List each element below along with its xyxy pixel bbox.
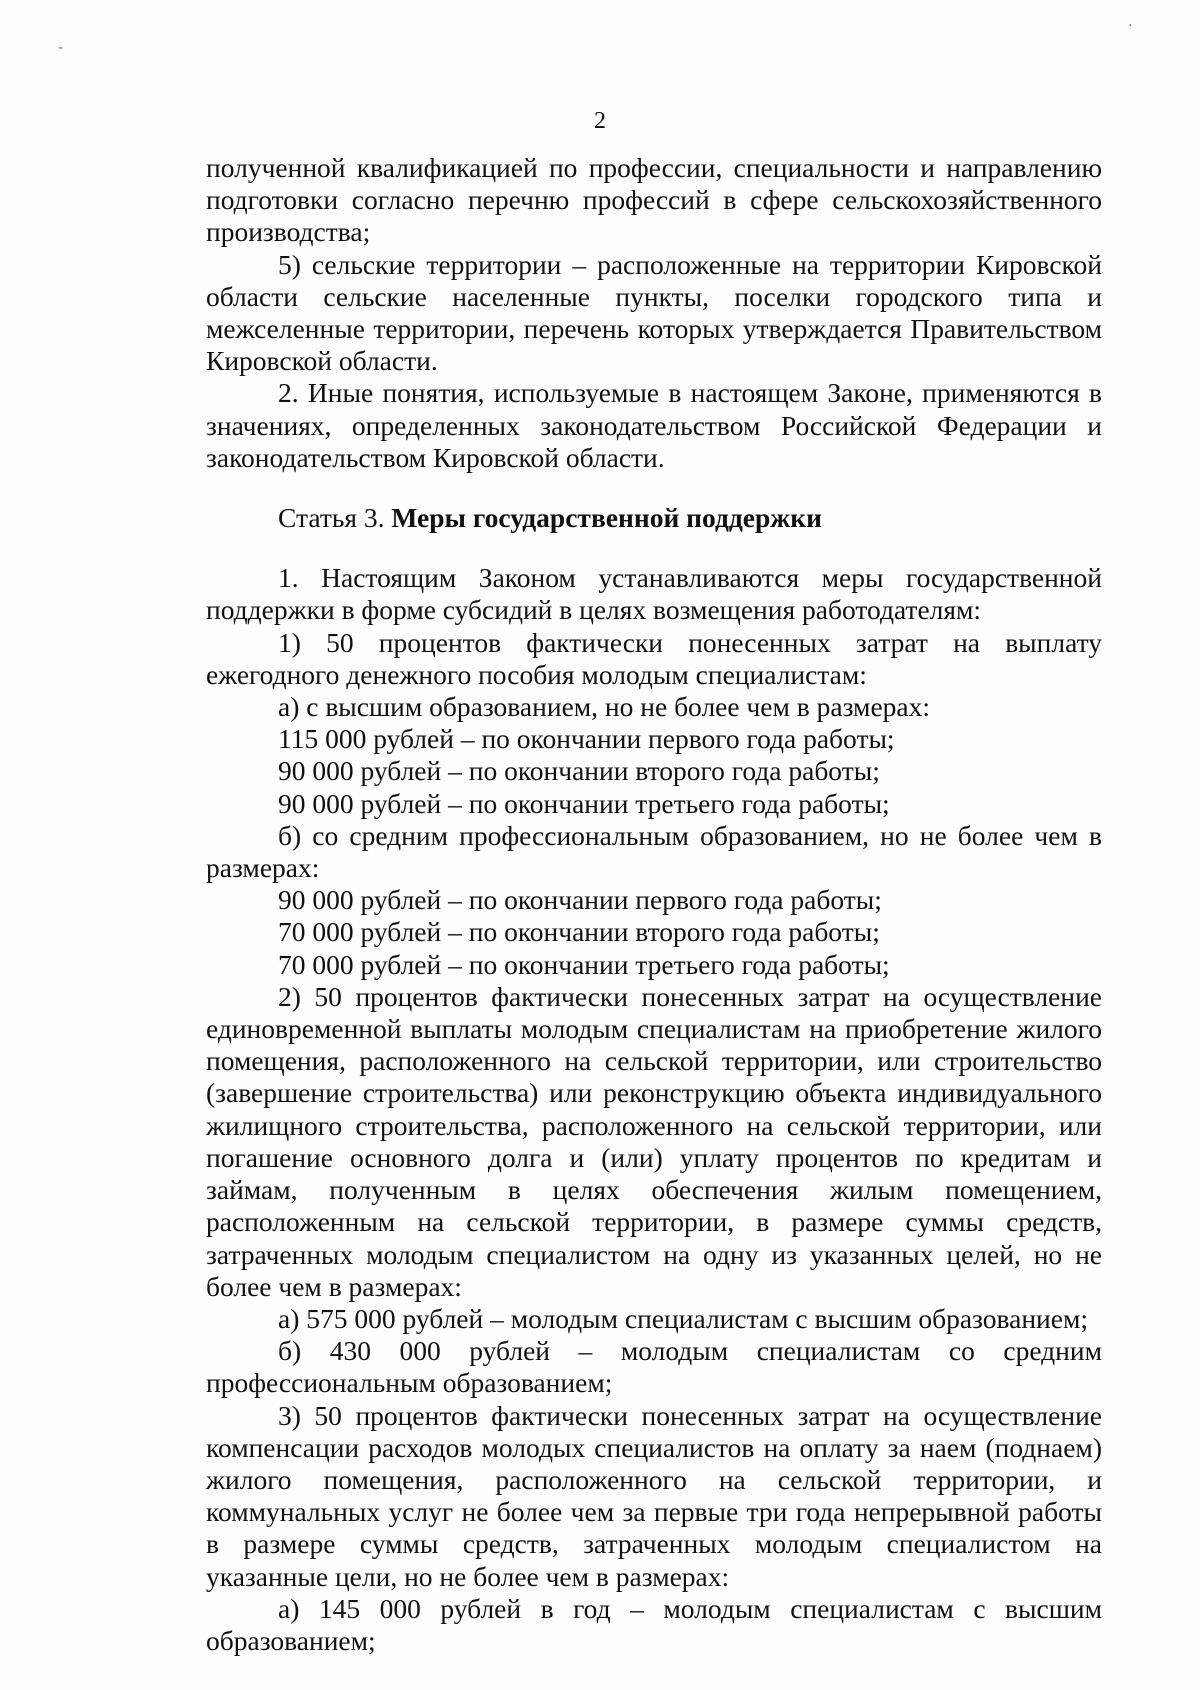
paragraph: а) 575 000 рублей – молодым специалистам с высшим образованием; bbox=[278, 1302, 1089, 1334]
paragraph: 2. Иные понятия, используемые в настоящем Законе, применяются в значениях, определенных законодательством Российской Федерации и законодательством Кировской области. bbox=[206, 377, 1102, 473]
document-body bbox=[206, 152, 1102, 1657]
paragraph: 90 000 рублей – по окончании третьего года работы; bbox=[278, 787, 890, 819]
paragraph: 70 000 рублей – по окончании третьего года работы; bbox=[278, 948, 890, 980]
paragraph: 1) 50 процентов фактически понесенных затрат на выплату ежегодного денежного пособия молодым специалистам: bbox=[206, 626, 1102, 690]
paragraph: полученной квалификацией по профессии, специальности и направлению подготовки согласно перечню профессий в сфере сельскохозяйственного производства; bbox=[206, 152, 1102, 248]
paragraph: 115 000 рублей – по окончании первого года работы; bbox=[278, 723, 895, 755]
paragraph: 5) сельские территории – расположенные на территории Кировской области сельские населенные пункты, поселки городского типа и межселенные территории, перечень которых утверждается Правительством Кировской области. bbox=[206, 248, 1102, 377]
paragraph: 70 000 рублей – по окончании второго года работы; bbox=[278, 916, 880, 948]
paragraph: б) 430 000 рублей – молодым специалистам со средним профессиональным образованием; bbox=[206, 1335, 1102, 1399]
page-number: 2 bbox=[594, 108, 606, 134]
paragraph: а) 145 000 рублей в год – молодым специалистам с высшим образованием; bbox=[206, 1592, 1102, 1656]
article-prefix: Статья 3. bbox=[278, 502, 385, 534]
paragraph: 90 000 рублей – по окончании второго года работы; bbox=[278, 755, 880, 787]
paragraph: 90 000 рублей – по окончании первого года работы; bbox=[278, 884, 882, 916]
paragraph: 2) 50 процентов фактически понесенных затрат на осуществление единовременной выплаты молодым специалистам на приобретение жилого помещения, расположенного на сельской территории, или строительство (завершение строительства) или реконструкцию объекта индивидуального жилищного строительства, расположенного на сельской территории, или погашение основного долга и (или) уплату процентов по кредитам и займам, полученным в целях обеспечения жилым помещением, расположенным на сельской территории, в размере суммы средств, затраченных молодым специалистом на одну из указанных целей, но не более чем в размерах: bbox=[206, 980, 1102, 1302]
paragraph: б) со средним профессиональным образованием, но не более чем в размерах: bbox=[206, 819, 1102, 884]
paragraph: а) с высшим образованием, но не более чем в размерах: bbox=[278, 691, 931, 723]
paragraph: 3) 50 процентов фактически понесенных затрат на осуществление компенсации расходов молодых специалистов на оплату за наем (поднаем) жилого помещения, расположенного на сельской территории, и коммунальных услуг не более чем за первые три года непрерывной работы в размере суммы средств, затраченных молодым специалистом на указанные цели, но не более чем в размерах: bbox=[206, 1399, 1102, 1592]
scan-mark: - bbox=[58, 40, 64, 56]
scan-mark: · bbox=[1128, 18, 1133, 34]
article-heading bbox=[206, 502, 1102, 534]
article-title: Меры государственной поддержки bbox=[391, 502, 822, 534]
paragraph: 1. Настоящим Законом устанавливаются меры государственной поддержки в форме субсидий в целях возмещения работодателям: bbox=[206, 562, 1102, 626]
